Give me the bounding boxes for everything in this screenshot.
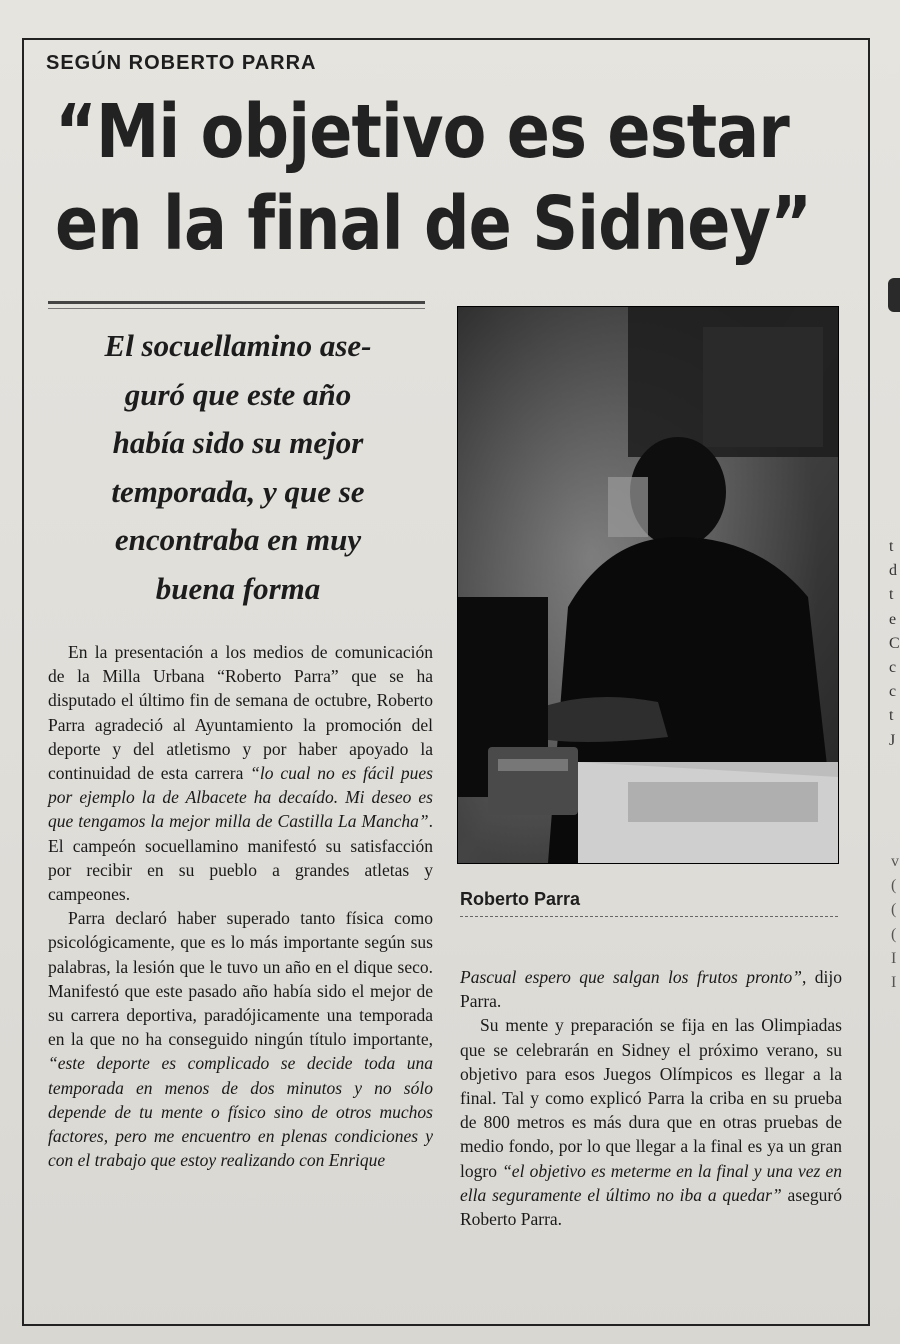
photo-caption: Roberto Parra bbox=[460, 889, 581, 909]
article-kicker: SEGÚN ROBERTO PARRA bbox=[46, 52, 317, 74]
caption-divider bbox=[460, 916, 838, 917]
paragraph: Su mente y preparación se fija en las Olimpiadas que se celebrarán en Sidney el próximo verano, su objetivo para esos Juegos Olímpicos es llegar a la final. Tal y como explicó Parra la criba en su prueba de 800 metros es más dura que en otras pruebas de medio fondo, por lo que llegar a la final es ya un gran logro “el objetivo es meterme en la final y una vez en ella seguramente el último no iba a quedar” aseguró Roberto Parra. bbox=[460, 1015, 842, 1230]
lead-line-1: El socuellamino ase- bbox=[104, 328, 372, 363]
headline-line-1: “Mi objetivo es estar bbox=[55, 89, 789, 175]
paragraph: Pascual espero que salgan los frutos pronto”, dijo Parra. bbox=[460, 967, 842, 1012]
lead-line-3: había sido su mejor bbox=[112, 425, 364, 460]
article-headline bbox=[55, 86, 812, 270]
lead-line-6: buena forma bbox=[155, 570, 321, 606]
headline-line-2: en la final de Sidney” bbox=[55, 181, 812, 267]
body-column-right bbox=[460, 965, 842, 1231]
body-column-left bbox=[48, 640, 433, 1172]
adjacent-column-fragment: v ( ( ( I I bbox=[891, 853, 899, 992]
lead-line-4: temporada, y que se bbox=[111, 473, 365, 509]
adjacent-page-mark bbox=[888, 278, 900, 312]
paragraph: Parra declaró haber superado tanto física como psicológicamente, que es lo más importante según sus palabras, la lesión que le tuvo un año en el dique seco. Manifestó que este pasado año había sido el mejor de su carrera deportiva, paradójicamente una temporada en la que no ha conseguido ningún título importante, “este deporte es complicado se decide toda una temporada en menos de dos minutos y no sólo depende de tu mente o físico sino de otros muchos factores, pero me encuentro en plenas condiciones y con el trabajo que estoy realizando con Enrique bbox=[48, 908, 433, 1171]
photo-roberto-parra bbox=[457, 306, 839, 864]
lead-divider bbox=[48, 301, 425, 309]
paragraph: En la presentación a los medios de comunicación de la Milla Urbana “Roberto Parra” que se ha disputado el último fin de semana de octubre, Roberto Parra agradeció al Ayuntamiento la promoción del deporte y del atletismo y por haber apoyado la continuidad de esta carrera “lo cual no es fácil pues por ejemplo la de Albacete ha decaído. Mi deseo es que tengamos la mejor milla de Castilla La Mancha”. El campeón socuellamino manifestó su satisfacción por recibir en su pueblo a grandes atletas y campeones. bbox=[48, 642, 433, 905]
adjacent-column-fragment: t d t e C c c t J bbox=[889, 538, 900, 749]
lead-line-5: encontraba en muy bbox=[114, 522, 362, 557]
article-lead bbox=[58, 322, 418, 613]
lead-line-2: guró que este año bbox=[124, 376, 352, 412]
